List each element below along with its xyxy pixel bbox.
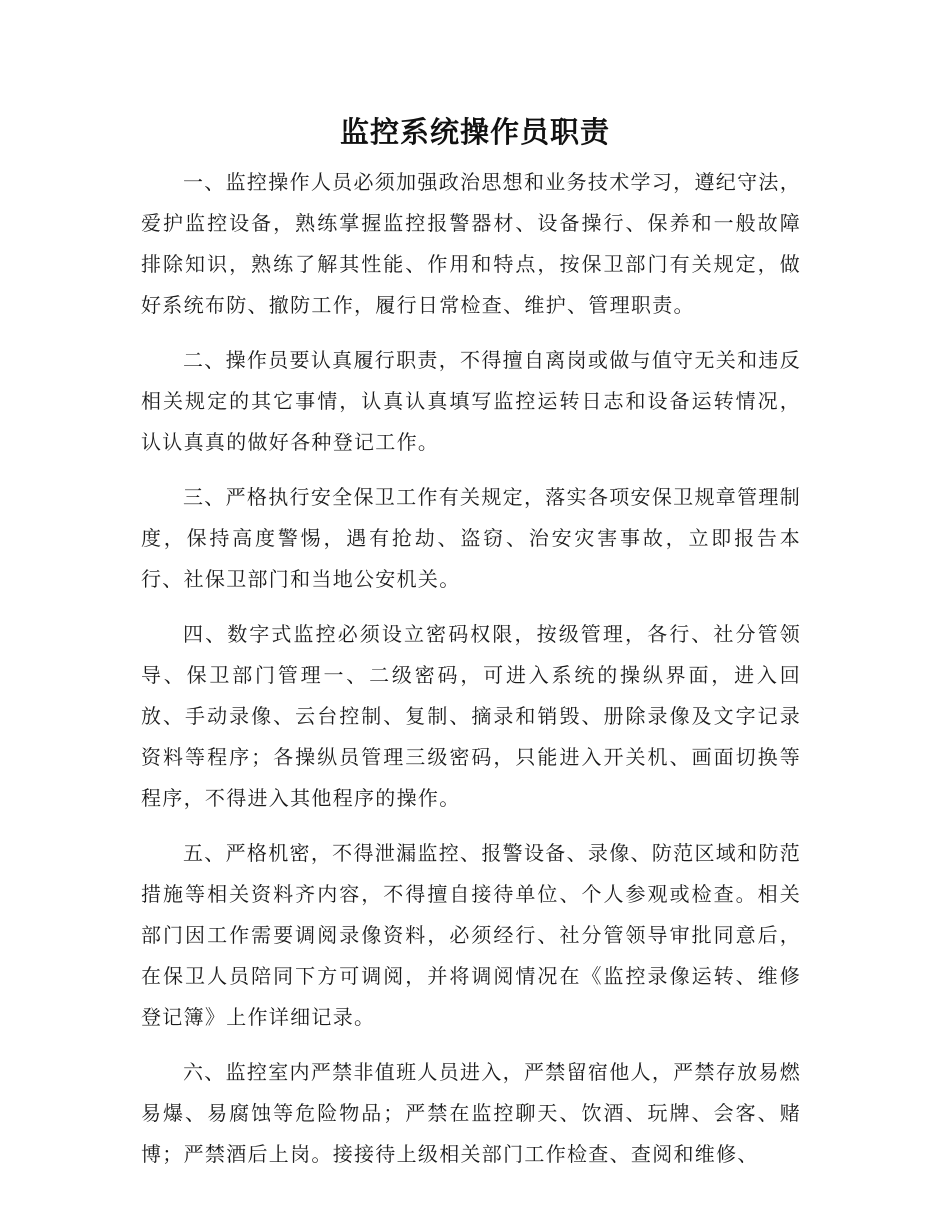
paragraph-5: 五、严格机密，不得泄漏监控、报警设备、录像、防范区域和防范措施等相关资料齐内容，不得擅自接待单位、个人参观或检查。相关部门因工作需要调阅录像资料，必须经行、社分管领导审批同意后，在保卫人员陪同下方可调阅，并将调阅情况在《监控录像运转、维修登记簿》上作详细记录。 xyxy=(141,841,801,1029)
paragraph-1: 一、监控操作人员必须加强政治思想和业务技术学习，遵纪守法，爱护监控设备，熟练掌握监控报警器材、设备操行、保养和一般故障排除知识，熟练了解其性能、作用和特点，按保卫部门有关规定，做好系统布防、撤防工作，履行日常检查、维护、管理职责。 xyxy=(141,170,801,317)
paragraph-6: 六、监控室内严禁非值班人员进入，严禁留宿他人，严禁存放易燃易爆、易腐蚀等危险物品；严禁在监控聊天、饮酒、玩牌、会客、赌博；严禁酒后上岗。接接待上级相关部门工作检查、查阅和维修、 xyxy=(141,1060,801,1166)
document-title: 监控系统操作员职责 xyxy=(339,115,610,149)
paragraph-2: 二、操作员要认真履行职责，不得擅自离岗或做与值守无关和违反相关规定的其它事情，认真认真填写监控运转日志和设备运转情况，认认真真的做好各种登记工作。 xyxy=(141,348,801,454)
paragraph-3: 三、严格执行安全保卫工作有关规定，落实各项安保卫规章管理制度，保持高度警惕，遇有抢劫、盗窃、治安灾害事故，立即报告本行、社保卫部门和当地公安机关。 xyxy=(141,485,801,591)
document-body xyxy=(141,162,801,1189)
paragraph-4: 四、数字式监控必须设立密码权限，按级管理，各行、社分管领导、保卫部门管理一、二级密码，可进入系统的操纵界面，进入回放、手动录像、云台控制、复制、摘录和销毁、册除录像及文字记录资料等程序；各操纵员管理三级密码，只能进入开关机、画面切换等程序，不得进入其他程序的操作。 xyxy=(141,622,801,810)
